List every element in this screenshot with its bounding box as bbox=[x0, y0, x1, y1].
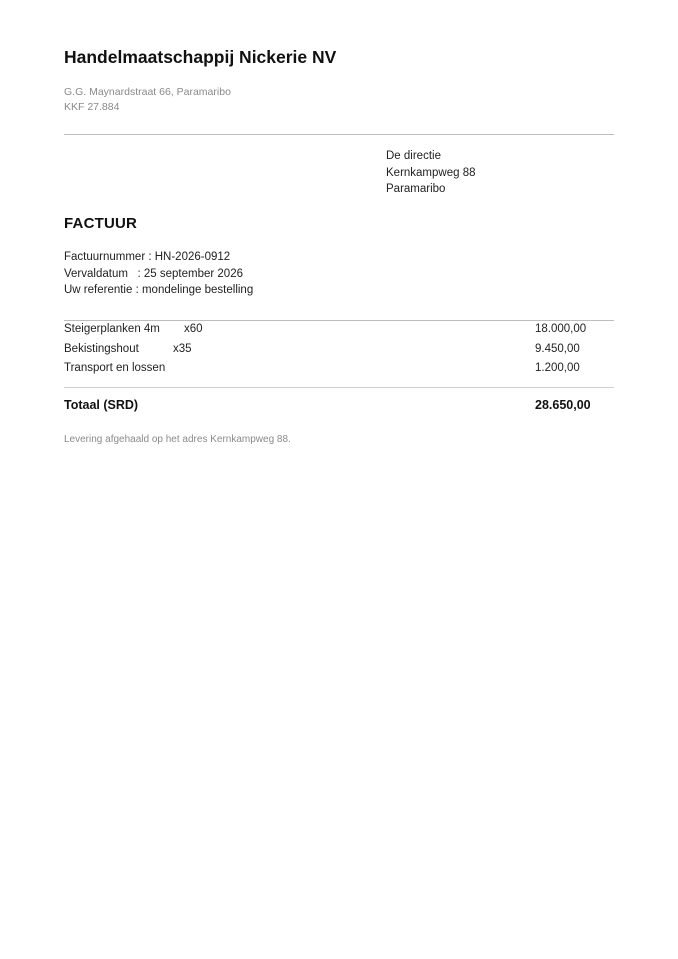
recipient-line-3: Paramaribo bbox=[386, 183, 446, 195]
invoice-number: Factuurnummer : HN-2026-0912 bbox=[64, 251, 231, 263]
line-item bbox=[64, 342, 614, 362]
document-title: FACTUUR bbox=[64, 215, 138, 232]
company-address: G.G. Maynardstraat 66, Paramaribo bbox=[64, 86, 231, 98]
line-item bbox=[64, 361, 614, 381]
line-item bbox=[64, 322, 614, 342]
recipient-block bbox=[386, 148, 476, 198]
total-label: Totaal (SRD) bbox=[64, 398, 139, 412]
line-item-amount: 18.000,00 bbox=[535, 323, 587, 335]
items-top-divider bbox=[64, 320, 614, 321]
line-item-description: Transport en lossen bbox=[64, 362, 166, 374]
company-info bbox=[64, 85, 231, 115]
items-bottom-divider bbox=[64, 387, 614, 388]
total-amount: 28.650,00 bbox=[535, 398, 591, 412]
delivery-note: Levering afgehaald op het adres Kernkampweg 88. bbox=[64, 434, 291, 445]
line-items bbox=[64, 322, 614, 381]
company-kkf: KKF 27.884 bbox=[64, 101, 120, 113]
line-item-amount: 1.200,00 bbox=[535, 362, 580, 374]
line-item-quantity: x60 bbox=[184, 323, 203, 335]
invoice-meta bbox=[64, 249, 253, 299]
recipient-line-2: Kernkampweg 88 bbox=[386, 166, 476, 179]
line-item-amount: 9.450,00 bbox=[535, 342, 580, 355]
line-item-quantity: x35 bbox=[173, 342, 192, 355]
due-date: Vervaldatum : 25 september 2026 bbox=[64, 267, 243, 280]
company-name: Handelmaatschappij Nickerie NV bbox=[64, 47, 337, 67]
line-item-description: Steigerplanken 4m bbox=[64, 323, 160, 335]
header-divider bbox=[64, 134, 614, 135]
line-item-description: Bekistingshout bbox=[64, 342, 139, 355]
recipient-line-1: De directie bbox=[386, 150, 441, 162]
reference: Uw referentie : mondelinge bestelling bbox=[64, 284, 254, 296]
